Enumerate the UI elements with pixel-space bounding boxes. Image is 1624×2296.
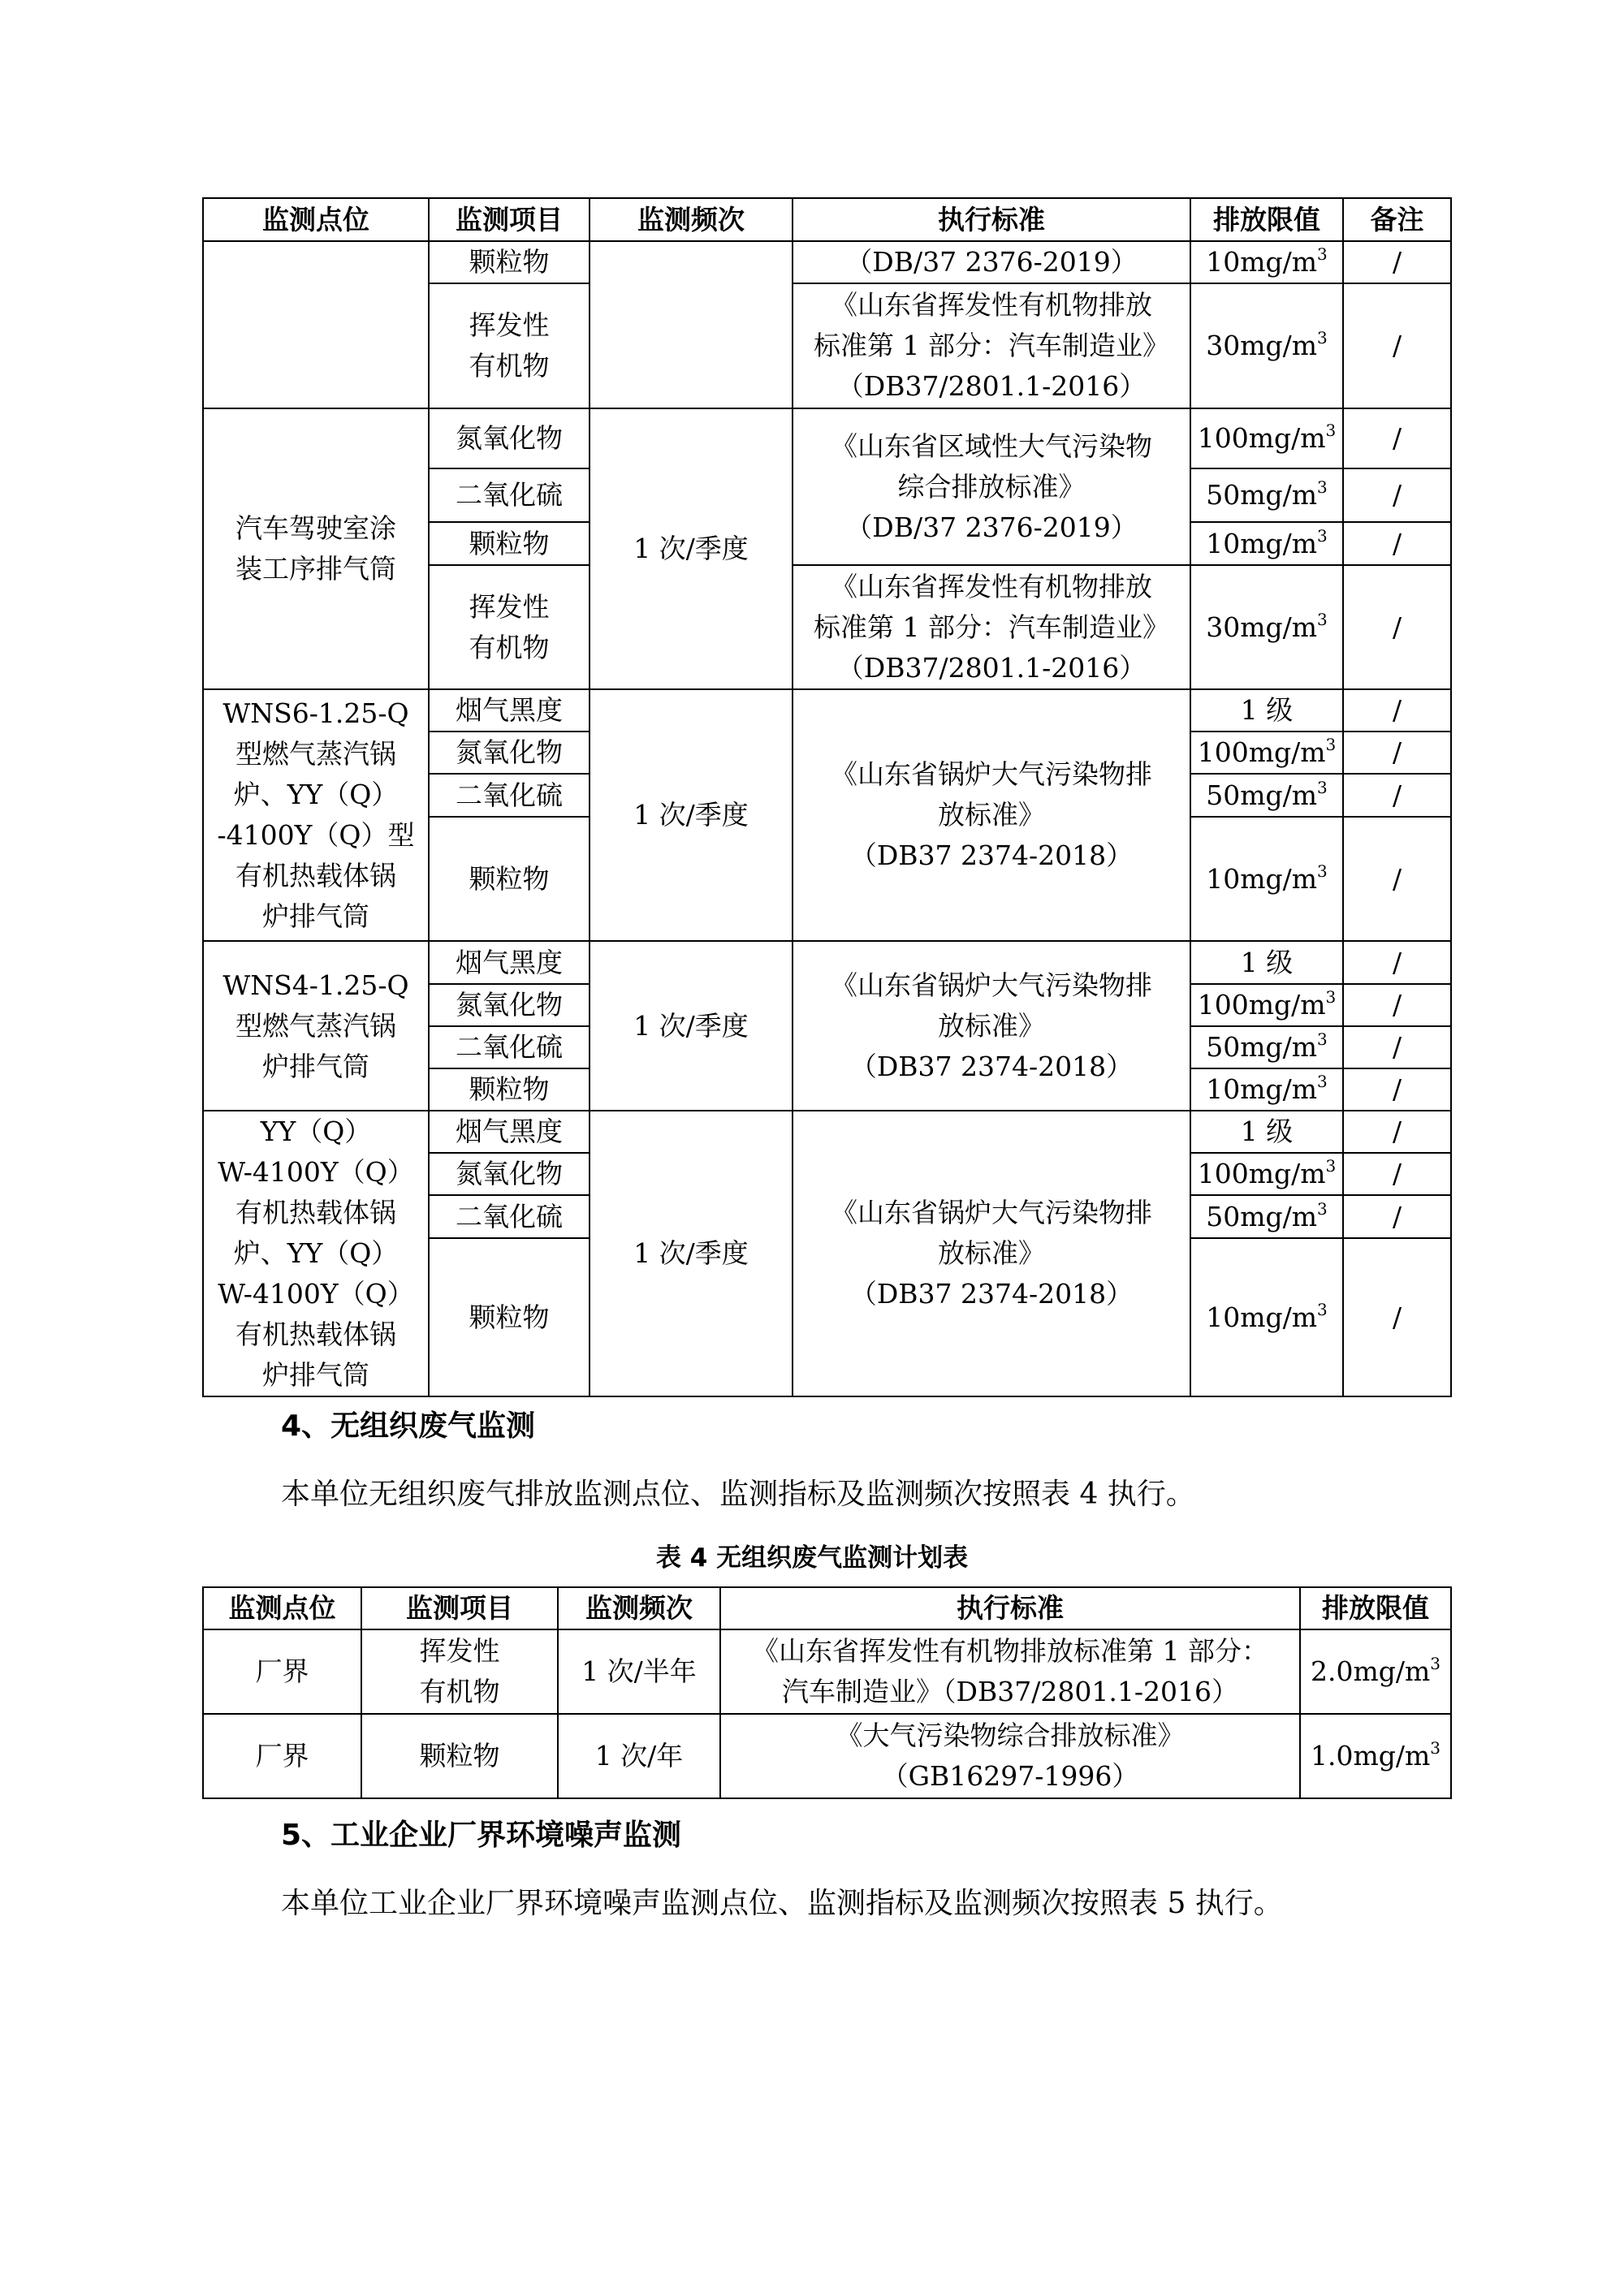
header-note: 备注 xyxy=(1343,198,1451,241)
note-cell: / xyxy=(1343,468,1451,522)
limit-cell: $100mg/m^3$ xyxy=(1190,408,1343,468)
table-header-row xyxy=(203,1587,1451,1629)
frequency-cell xyxy=(590,241,793,408)
note-cell: / xyxy=(1343,1026,1451,1068)
table-row xyxy=(203,408,1451,468)
frequency-cell: 1 次/季度 xyxy=(590,1111,793,1396)
item-cell: 颗粒物 xyxy=(429,241,590,283)
item-cell: 二氧化硫 xyxy=(429,1195,590,1238)
header-location: 监测点位 xyxy=(203,1587,361,1629)
standard-cell: 《山东省锅炉大气污染物排 放标准》 （DB37 2374-2018） xyxy=(793,1111,1190,1396)
header-frequency: 监测频次 xyxy=(558,1587,720,1629)
item-cell: 烟气黑度 xyxy=(429,941,590,984)
item-cell: 二氧化硫 xyxy=(429,1026,590,1068)
note-cell: / xyxy=(1343,984,1451,1026)
standard-cell: 《山东省挥发性有机物排放 标准第 1 部分：汽车制造业》 （DB37/2801.1-2016） xyxy=(793,283,1190,408)
item-cell: 烟气黑度 xyxy=(429,689,590,732)
location-cell: YY（Q） W-4100Y（Q） 有机热载体锅 炉、YY（Q） W-4100Y（Q） 有机热载体锅 炉排气筒 xyxy=(203,1111,429,1396)
item-cell: 二氧化硫 xyxy=(429,774,590,817)
header-limit: 排放限值 xyxy=(1190,198,1343,241)
item-cell: 烟气黑度 xyxy=(429,1111,590,1153)
location-cell: 厂界 xyxy=(203,1714,361,1798)
note-cell: / xyxy=(1343,732,1451,774)
location-cell: 汽车驾驶室涂 装工序排气筒 xyxy=(203,408,429,689)
limit-cell: $100mg/m^3$ xyxy=(1190,732,1343,774)
limit-cell: $30mg/m^3$ xyxy=(1190,565,1343,689)
standard-cell: 《山东省区域性大气污染物 综合排放标准》 （DB/37 2376-2019） xyxy=(793,408,1190,565)
table-row xyxy=(203,1111,1451,1153)
limit-cell: $100mg/m^3$ xyxy=(1190,984,1343,1026)
limit-cell: $30mg/m^3$ xyxy=(1190,283,1343,408)
note-cell: / xyxy=(1343,1195,1451,1238)
limit-cell: $10mg/m^3$ xyxy=(1190,241,1343,283)
section-5-paragraph: 本单位工业企业厂界环境噪声监测点位、监测指标及监测频次按照表 5 执行。 xyxy=(281,1887,1283,1920)
note-cell: / xyxy=(1343,241,1451,283)
item-cell: 氮氧化物 xyxy=(429,408,590,468)
note-cell: / xyxy=(1343,774,1451,817)
note-cell: / xyxy=(1343,565,1451,689)
header-location: 监测点位 xyxy=(203,198,429,241)
note-cell: / xyxy=(1343,1153,1451,1195)
standard-cell: 《大气污染物综合排放标准》 （GB16297-1996） xyxy=(720,1714,1300,1798)
header-standard: 执行标准 xyxy=(793,198,1190,241)
limit-cell: $2.0mg/m^3$ xyxy=(1300,1629,1451,1714)
limit-cell: $50mg/m^3$ xyxy=(1190,1195,1343,1238)
item-cell: 颗粒物 xyxy=(429,1238,590,1396)
location-cell: WNS4-1.25-Q 型燃气蒸汽锅 炉排气筒 xyxy=(203,941,429,1111)
limit-cell: $50mg/m^3$ xyxy=(1190,1026,1343,1068)
item-cell: 颗粒物 xyxy=(429,522,590,565)
section-4-heading: 4、无组织废气监测 xyxy=(281,1409,536,1443)
table-row xyxy=(203,241,1451,283)
limit-cell: $10mg/m^3$ xyxy=(1190,1238,1343,1396)
item-cell: 颗粒物 xyxy=(361,1714,558,1798)
note-cell: / xyxy=(1343,941,1451,984)
standard-cell: 《山东省挥发性有机物排放标准第 1 部分： 汽车制造业》（DB37/2801.1-2016） xyxy=(720,1629,1300,1714)
note-cell: / xyxy=(1343,1111,1451,1153)
limit-cell: $50mg/m^3$ xyxy=(1190,468,1343,522)
limit-cell: $100mg/m^3$ xyxy=(1190,1153,1343,1195)
item-cell: 氮氧化物 xyxy=(429,984,590,1026)
item-cell: 挥发性 有机物 xyxy=(429,565,590,689)
note-cell: / xyxy=(1343,1238,1451,1396)
header-standard: 执行标准 xyxy=(720,1587,1300,1629)
note-cell: / xyxy=(1343,689,1451,732)
table-header-row xyxy=(203,198,1451,241)
limit-cell: 1 级 xyxy=(1190,689,1343,732)
item-cell: 挥发性 有机物 xyxy=(361,1629,558,1714)
table-row xyxy=(203,689,1451,732)
standard-cell: 《山东省挥发性有机物排放 标准第 1 部分：汽车制造业》 （DB37/2801.1-2016） xyxy=(793,565,1190,689)
standard-cell: 《山东省锅炉大气污染物排 放标准》 （DB37 2374-2018） xyxy=(793,941,1190,1111)
table-row xyxy=(203,941,1451,984)
note-cell: / xyxy=(1343,283,1451,408)
frequency-cell: 1 次/年 xyxy=(558,1714,720,1798)
table-4-caption: 表 4 无组织废气监测计划表 xyxy=(655,1543,969,1573)
frequency-cell: 1 次/季度 xyxy=(590,941,793,1111)
limit-cell: $10mg/m^3$ xyxy=(1190,817,1343,941)
limit-cell: 1 级 xyxy=(1190,1111,1343,1153)
header-frequency: 监测频次 xyxy=(590,198,793,241)
item-cell: 挥发性 有机物 xyxy=(429,283,590,408)
item-cell: 二氧化硫 xyxy=(429,468,590,522)
limit-cell: $10mg/m^3$ xyxy=(1190,1068,1343,1111)
section-5-heading: 5、工业企业厂界环境噪声监测 xyxy=(281,1819,682,1852)
header-item: 监测项目 xyxy=(361,1587,558,1629)
note-cell: / xyxy=(1343,817,1451,941)
section-4-paragraph: 本单位无组织废气排放监测点位、监测指标及监测频次按照表 4 执行。 xyxy=(281,1478,1195,1511)
standard-cell: （DB/37 2376-2019） xyxy=(793,241,1190,283)
location-cell: 厂界 xyxy=(203,1629,361,1714)
header-limit: 排放限值 xyxy=(1300,1587,1451,1629)
standard-cell: 《山东省锅炉大气污染物排 放标准》 （DB37 2374-2018） xyxy=(793,689,1190,941)
frequency-cell: 1 次/季度 xyxy=(590,689,793,941)
item-cell: 氮氧化物 xyxy=(429,1153,590,1195)
item-cell: 颗粒物 xyxy=(429,817,590,941)
frequency-cell: 1 次/半年 xyxy=(558,1629,720,1714)
frequency-cell: 1 次/季度 xyxy=(590,408,793,689)
note-cell: / xyxy=(1343,1068,1451,1111)
limit-cell: $50mg/m^3$ xyxy=(1190,774,1343,817)
table-4 xyxy=(202,1586,1452,1799)
table-row xyxy=(203,1714,1451,1798)
limit-cell: $10mg/m^3$ xyxy=(1190,522,1343,565)
limit-cell: $1.0mg/m^3$ xyxy=(1300,1714,1451,1798)
location-cell: WNS6-1.25-Q 型燃气蒸汽锅 炉、YY（Q） -4100Y（Q）型 有机热载体锅 炉排气筒 xyxy=(203,689,429,941)
item-cell: 氮氧化物 xyxy=(429,732,590,774)
note-cell: / xyxy=(1343,408,1451,468)
table-row xyxy=(203,1629,1451,1714)
header-item: 监测项目 xyxy=(429,198,590,241)
location-cell xyxy=(203,241,429,408)
table-3-continued xyxy=(202,197,1452,1397)
item-cell: 颗粒物 xyxy=(429,1068,590,1111)
note-cell: / xyxy=(1343,522,1451,565)
limit-cell: 1 级 xyxy=(1190,941,1343,984)
